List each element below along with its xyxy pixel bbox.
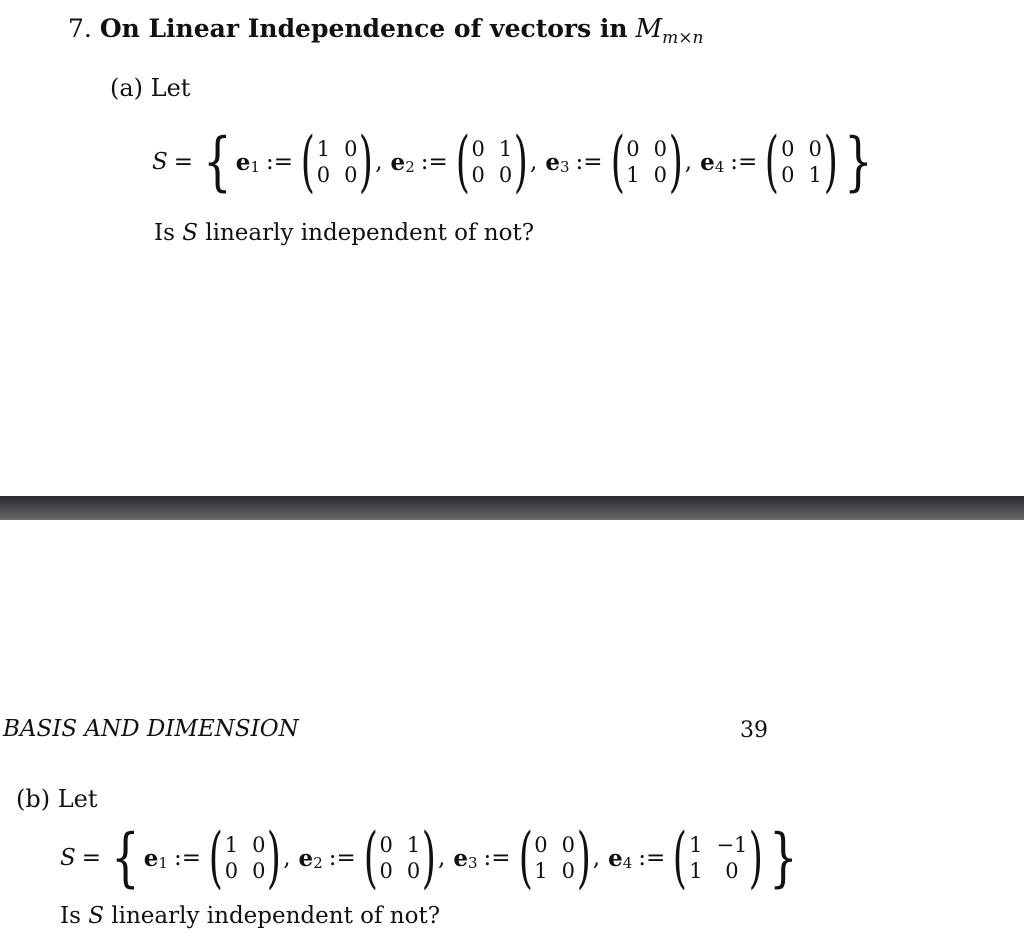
part-b-set-definition: S = { e 1 := ( 1 0 0 0 ) , e 2 := ( 0 1 0 0 ) , e 3 := ( 0 0 1 0 ) , e 4 := ( 1 −1 1 0 ) } [60,819,798,896]
section-header: BASIS AND DIMENSION [3,716,299,742]
matrix-e2 [472,137,513,187]
part-b-label: (b) Let [16,785,98,813]
matrix-cell: 0 [781,136,795,161]
assign-operator: := [328,845,356,871]
vector-subscript: 1 [250,158,260,176]
matrix-cell: 0 [406,859,421,883]
assign-operator: := [730,149,758,175]
matrix-cell: 0 [471,136,485,161]
matrix-cell: 0 [224,859,239,883]
set-symbol: S [182,220,198,246]
matrix-cell: 0 [561,859,576,883]
matrix-cell: 0 [725,859,739,883]
matrix-e1 [225,833,266,883]
matrix-cell: 1 [689,832,703,857]
matrix-cell: −1 [716,832,748,857]
vector-subscript: 2 [405,158,415,176]
matrix-e4 [689,833,747,883]
matrix-cell: 1 [498,136,513,161]
vector-subscript: 2 [313,854,323,872]
matrix-cell: 0 [379,859,393,883]
part-b-question: Is S linearly independent of not? [60,903,441,929]
vector-name: e [143,844,159,872]
vector-name: e [298,844,314,872]
matrix-e2 [380,833,421,883]
matrix-e3 [626,137,667,187]
matrix-cell: 0 [653,163,668,187]
matrix-cell: 0 [781,163,795,187]
problem-title-text: On Linear Independence of vectors in [99,14,628,43]
page-number: 39 [740,718,768,743]
vector-subscript: 3 [559,158,570,176]
matrix-cell: 1 [406,832,421,857]
matrix-e4 [781,137,822,187]
matrix-cell: 0 [561,832,576,857]
matrix-cell: 0 [252,832,266,857]
equals-sign: = [173,149,194,175]
equals-sign: = [81,845,102,871]
right-brace: } [769,821,798,895]
right-brace: } [843,125,873,199]
matrix-cell: 0 [653,136,668,161]
matrix-cell: 1 [626,163,640,187]
matrix-cell: 1 [316,136,331,161]
matrix-cell: 0 [316,163,331,187]
matrix-e1 [317,137,358,187]
matrix-cell: 0 [252,859,266,883]
vector-subscript: 3 [467,854,478,872]
vector-name: e [453,844,468,872]
page-break-band [0,496,1024,520]
part-a-question: Is S linearly independent of not? [154,220,535,246]
matrix-cell: 0 [471,163,485,187]
left-brace: { [111,821,140,895]
problem-number: 7. [68,14,92,43]
matrix-cell: 0 [344,163,358,187]
vector-name: e [235,148,251,176]
matrix-cell: 0 [379,832,393,857]
matrix-cell: 1 [808,163,822,187]
vector-name: e [390,148,406,176]
matrix-cell: 0 [344,136,358,161]
left-brace: { [203,125,232,199]
matrix-cell: 1 [534,859,548,883]
matrix-cell: 0 [626,136,640,161]
matrix-cell: 0 [498,163,513,187]
set-symbol: S [60,845,76,871]
matrix-cell: 0 [534,832,548,857]
assign-operator: := [575,149,603,175]
matrix-e3 [534,833,575,883]
vector-subscript: 1 [158,854,168,872]
vector-name: e [608,844,623,872]
vector-subscript: 4 [622,854,633,872]
set-symbol: S [152,149,168,175]
assign-operator: := [483,845,511,871]
vector-name: e [700,148,715,176]
vector-subscript: 4 [714,158,725,176]
set-symbol: S [88,903,104,929]
assign-operator: := [420,149,448,175]
space-symbol: M [635,14,663,44]
assign-operator: := [173,845,201,871]
space-subscript: m×n [662,28,704,48]
matrix-cell: 1 [689,859,703,883]
part-a-label: (a) Let [110,74,191,102]
problem-title [68,14,704,48]
assign-operator: := [638,845,666,871]
assign-operator: := [265,149,293,175]
matrix-cell: 1 [224,832,239,857]
matrix-cell: 0 [808,136,822,161]
vector-name: e [545,148,560,176]
part-a-set-definition: S = { e 1 := ( 1 0 0 0 ) , e 2 := ( 0 1 0 0 ) , e 3 := ( 0 0 1 0 ) , e 4 := ( 0 0 0 1 ) } [152,123,873,200]
